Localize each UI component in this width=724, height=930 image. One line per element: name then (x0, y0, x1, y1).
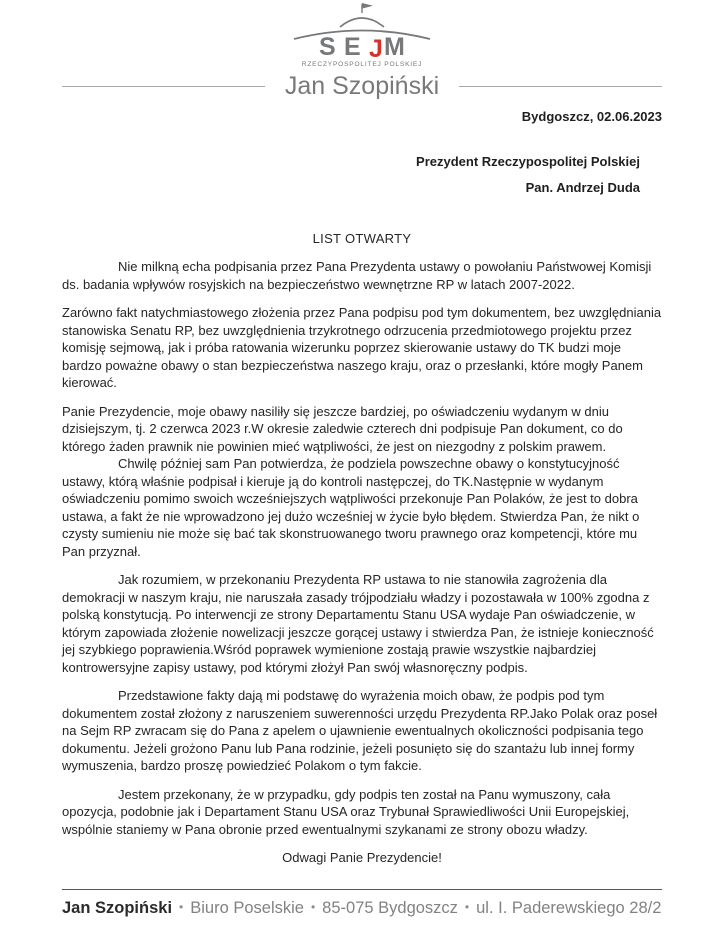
footer-name: Jan Szopiński (62, 899, 173, 917)
footer-office: Biuro Poselskie (190, 899, 304, 917)
letter-body (62, 258, 662, 838)
place-date: Bydgoszcz, 02.06.2023 (521, 109, 662, 124)
letter-paragraph: Zarówno fakt natychmiastowego złożenia przez Pana podpisu pod tym dokumentem, bez uwzględniania stanowiska Senatu RP, bez uwzględnienia trzykrotnego odrzucenia przedmiotowego projektu przez komisję sejmową, jak i próba ratowania wizerunku poprzez skierowanie ustawy do TK budzi moje bardzo poważne obawy o stan bezpieczeństwa naszego kraju, oraz o przesłanki, które mogły Panem kierować. (62, 305, 662, 390)
sejm-logo-icon (287, 3, 437, 67)
sejm-logo (62, 3, 662, 67)
letterhead-name-row (62, 72, 662, 101)
addressee-name: Pan. Andrzej Duda (525, 180, 640, 195)
letter-paragraph: Panie Prezydencie, moje obawy nasiliły się jeszcze bardziej, po oświadczeniu wydanym w dniu dzisiejszym, tj. 2 czerwca 2023 r.W okresie zaledwie czterech dni podpisuje Pan dokument, co do którego żaden prawnik nie powinien mieć wątpliwości, że jest on niezgodny z polskim prawem. (62, 403, 623, 454)
left-rule (62, 86, 265, 87)
cupola-arc-icon (340, 18, 384, 27)
footer-separator: • (179, 900, 184, 914)
logo-letter-j: J (369, 35, 383, 63)
letter-paragraph: Jestem przekonany, że w przypadku, gdy podpis ten został na Panu wymuszony, cała opozycja, podobnie jak i Departament Stanu USA oraz Trybunał Sprawiedliwości Unii Europejskiej, wspólnie staniemy w Pana obronie przed ewentualnymi szykanami ze strony obozu władzy. (62, 786, 630, 837)
flag-icon (362, 3, 373, 9)
footer (62, 889, 662, 918)
letter-paragraph: Jak rozumiem, w przekonaniu Prezydenta RP ustawa to nie stanowiła zagrożenia dla demokracji w naszym kraju, nie naruszała zasady trójpodziału władzy i pozostawała w 100% zgodna z polską konstytucją. Po interwencji ze strony Departamentu Stanu USA wydaje Pan oświadczenie, w którym zapowiada złożenie nowelizacji jeszcze gorącej ustawy i stwierdza Pan, że istnieje konieczność jej szybkiego poprawienia.Wśród poprawek wymienione zostają prawie wszystkie najbardziej kontrowersyjne zapisy ustawy, pod którymi złożył Pan swój własnoręczny podpis. (62, 572, 654, 675)
dome-arc-icon (294, 31, 430, 40)
logo-letter-s: S (319, 33, 336, 61)
logo-subtitle: RZECZYPOSPOLITEJ POLSKIEJ (301, 61, 423, 67)
addressee-title: Prezydent Rzeczypospolitej Polskiej (416, 154, 640, 169)
letter-closing: Odwagi Panie Prezydencie! (282, 850, 442, 865)
footer-separator: • (310, 900, 316, 914)
footer-city: 85-075 Bydgoszcz (322, 899, 458, 917)
letter-title: LIST OTWARTY (312, 231, 412, 246)
footer-street: ul. I. Paderewskiego 28/2 (476, 899, 662, 917)
letter-paragraph: Chwilę później sam Pan potwierdza, że podziela powszechne obawy o konstytucyjność ustawy, którą właśnie podpisał i kieruje ją do kontroli następczej, do TK.Następnie w wydanym oświadczeniu pomimo swoich wcześniejszych wątpliwości przekonuje Pan Polaków, że jest to dobra ustawa, a fakt że nie wprowadzono jej dużo wcześniej w życie było błędem. Stwierdza Pan, że nikt o czysty sumieniu nie może się bać tak skonstruowanego tworu prawnego oraz kompetencji, które mu Pan przyznał. (62, 456, 640, 559)
letter-paragraph: Nie milkną echa podpisania przez Pana Prezydenta ustawy o powołaniu Państwowej Komisji ds. badania wpływów rosyjskich na bezpieczeństwo wewnętrzne RP w latach 2007-2022. (62, 259, 652, 292)
logo-letter-e: E (344, 33, 361, 61)
addressee-block (62, 154, 662, 195)
right-rule (459, 86, 662, 87)
deputy-name: Jan Szopiński (284, 72, 440, 100)
footer-separator: • (464, 900, 470, 914)
logo-letter-m: M (384, 33, 405, 61)
letter-paragraph: Przedstawione fakty dają mi podstawę do wyrażenia moich obaw, że podpis pod tym dokumentem został złożony z naruszeniem suwerenności urzędu Prezydenta RP.Jako Polak oraz poseł na Sejm RP zwracam się do Pana z apelem o ujawnienie ewentualnych okoliczności podpisania tego dokumentu. Jeżeli grożono Panu lub Pana rodzinie, jeżeli posunięto się do szantażu lub innej formy wymuszenia, bardzo proszę powiedzieć Polakom o tym fakcie. (62, 688, 658, 773)
